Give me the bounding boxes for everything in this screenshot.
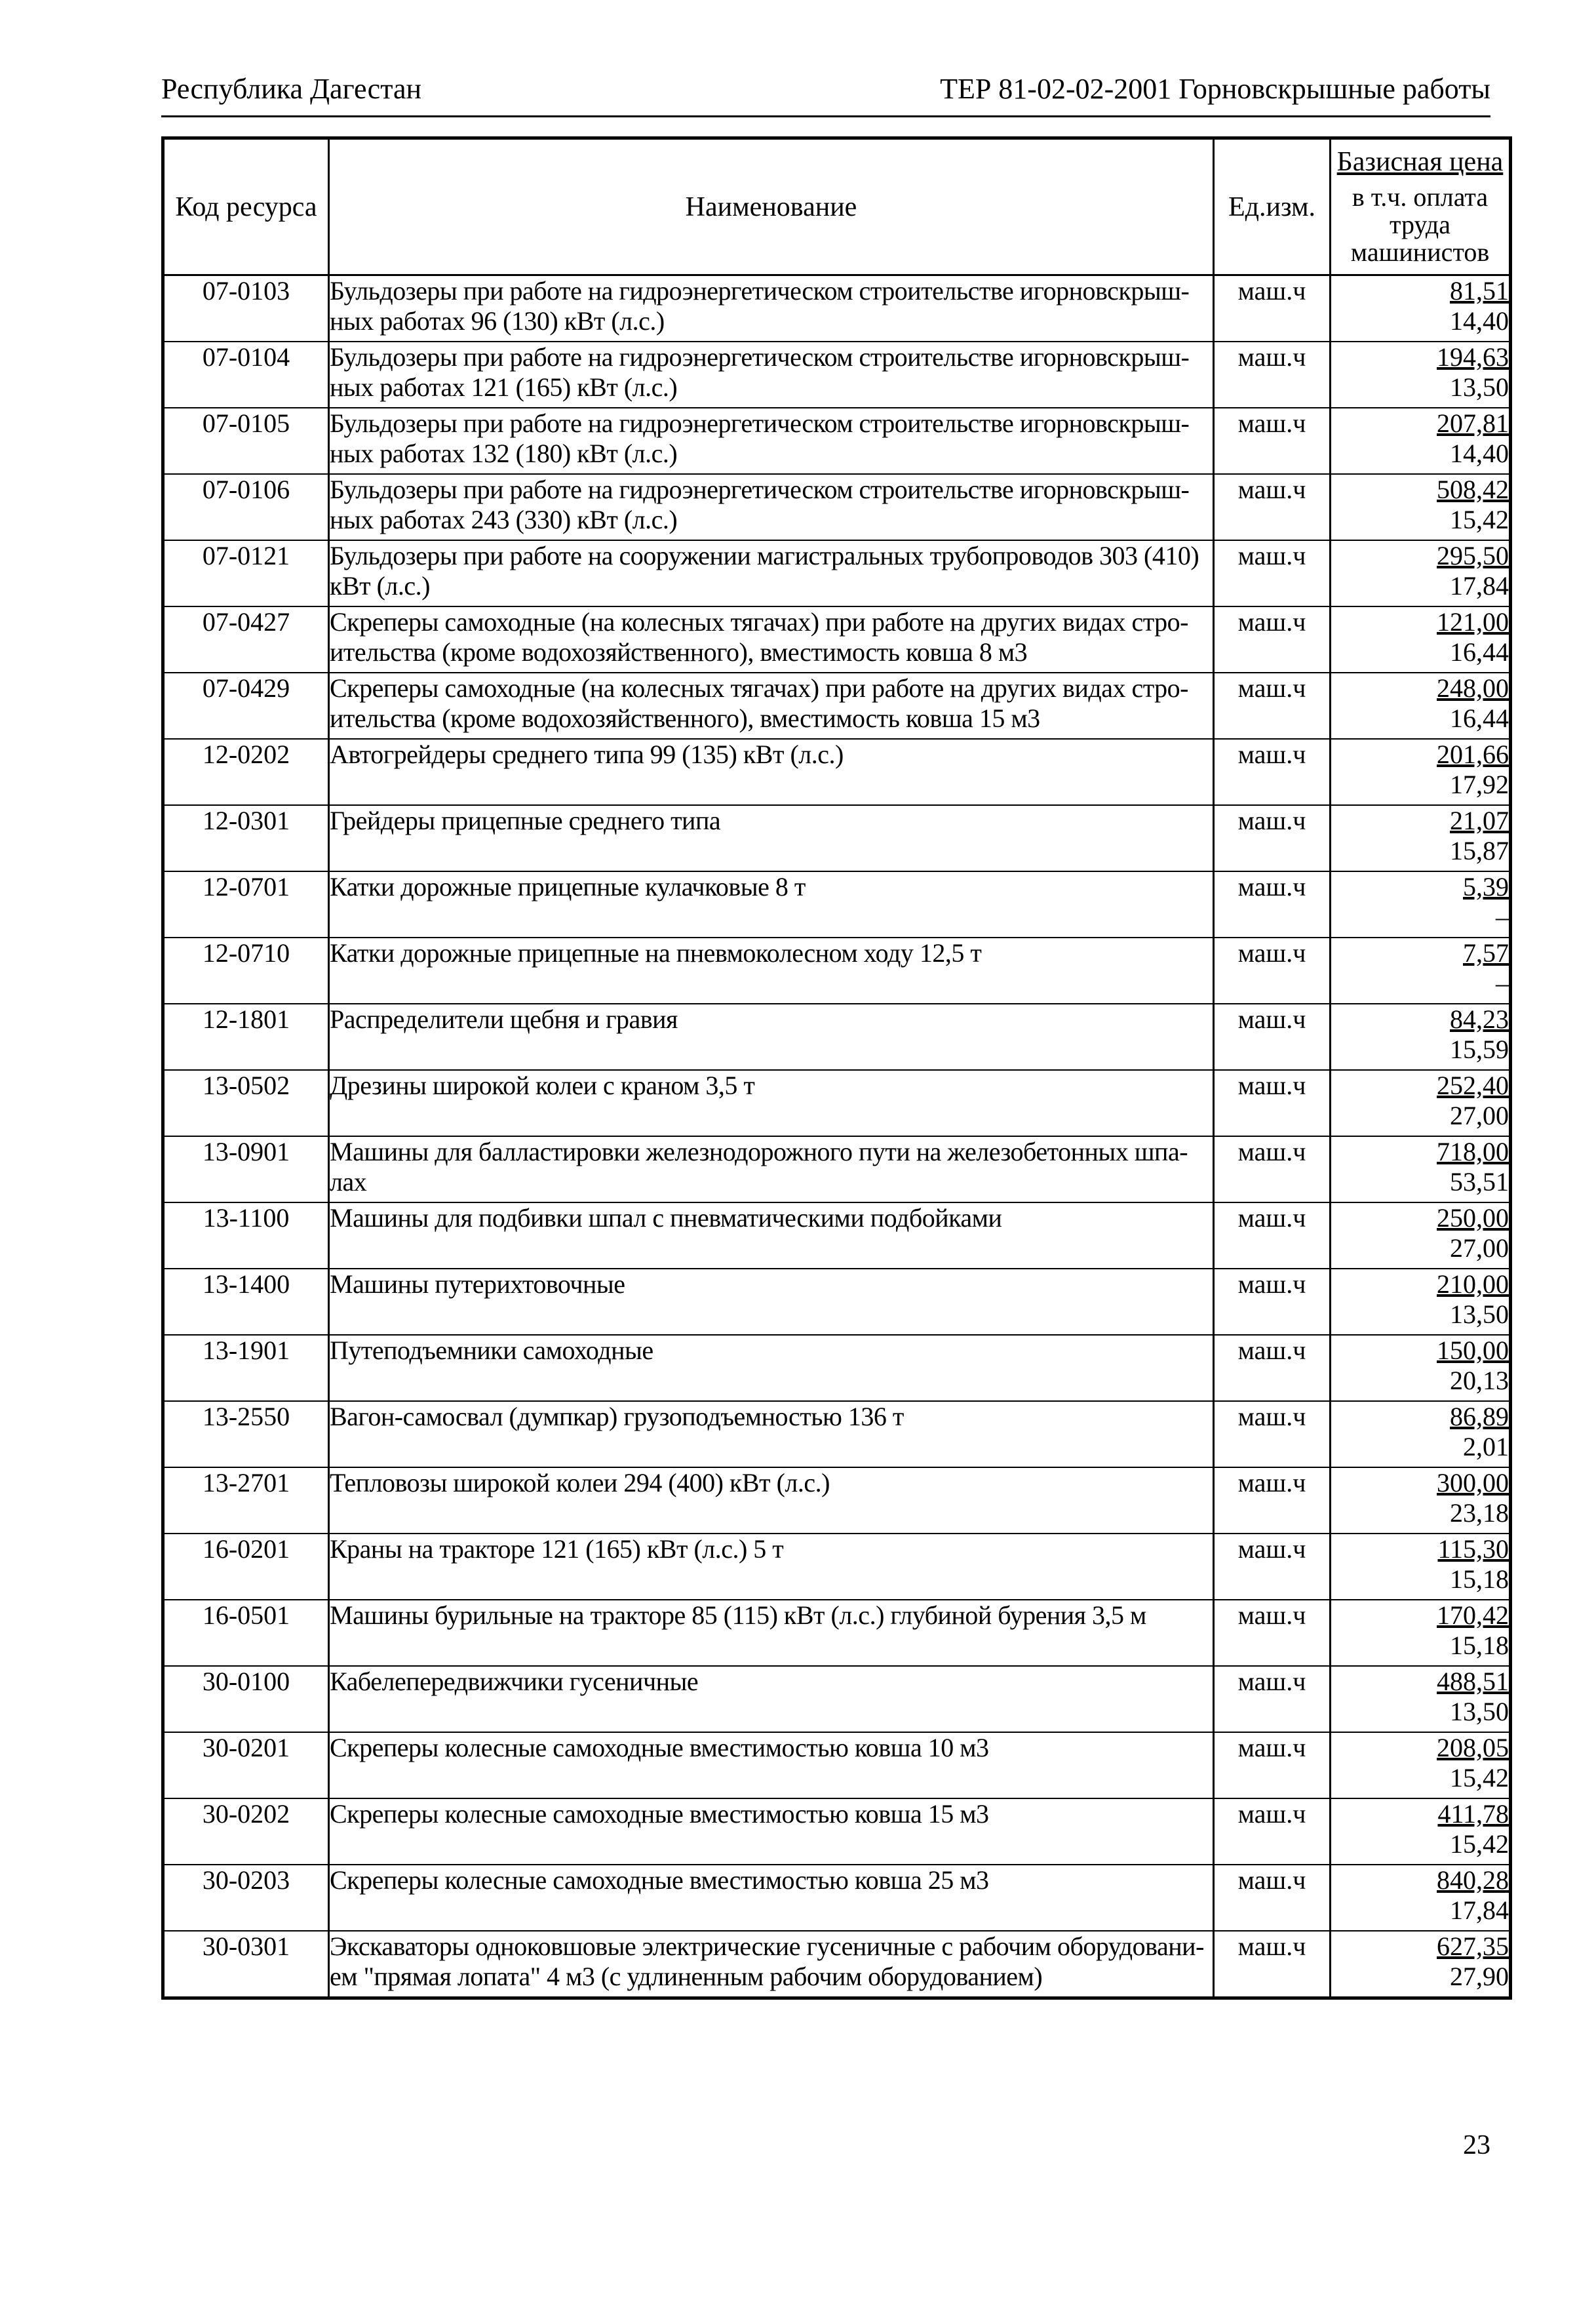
base-price-value: 718,00 xyxy=(1437,1137,1509,1166)
resource-code: 13-1400 xyxy=(163,1269,329,1335)
table-row xyxy=(163,1202,1511,1269)
resource-unit: маш.ч xyxy=(1214,938,1331,1004)
resource-price-cell xyxy=(1331,1467,1511,1534)
resource-name: Скреперы самоходные (на колесных тягачах) при работе на других видах стро-ительства (кроме водохозяйственного), вместимость ковша 8 м3 xyxy=(329,606,1214,673)
page-number: 23 xyxy=(1463,2130,1490,2160)
resource-code: 30-0301 xyxy=(163,1931,329,1998)
document-title-header: ТЕР 81-02-02-2001 Горновскрышные работы xyxy=(940,73,1490,105)
resource-price-cell xyxy=(1331,1534,1511,1600)
base-price-value: 7,57 xyxy=(1463,938,1509,968)
header-divider xyxy=(161,115,1490,117)
wage-value: 16,44 xyxy=(1450,703,1509,733)
resource-name: Бульдозеры при работе на гидроэнергетическом строительстве игорновскрыш-ных работах 96 (130) кВт (л.с.) xyxy=(329,275,1214,342)
table-row xyxy=(163,342,1511,408)
wage-value: 15,42 xyxy=(1450,505,1509,534)
column-header-wage: в т.ч. оплата труда машинистов xyxy=(1350,182,1490,267)
column-header-unit: Ед.изм. xyxy=(1214,138,1331,275)
resource-code: 07-0121 xyxy=(163,540,329,606)
resource-unit: маш.ч xyxy=(1214,342,1331,408)
resource-price-cell xyxy=(1331,606,1511,673)
table-row xyxy=(163,871,1511,938)
wage-value: 20,13 xyxy=(1450,1366,1509,1395)
base-price-value: 508,42 xyxy=(1437,475,1509,504)
wage-value: 17,84 xyxy=(1450,571,1509,601)
table-row xyxy=(163,1931,1511,1998)
base-price-value: 207,81 xyxy=(1437,408,1509,438)
resource-code: 07-0429 xyxy=(163,673,329,739)
table-row xyxy=(163,1136,1511,1202)
resource-price-cell xyxy=(1331,739,1511,805)
table-row xyxy=(163,1732,1511,1798)
table-row xyxy=(163,673,1511,739)
wage-value: 13,50 xyxy=(1450,1299,1509,1329)
base-price-value: 208,05 xyxy=(1437,1733,1509,1762)
resource-name: Кабелепередвижчики гусеничные xyxy=(329,1666,1214,1732)
base-price-value: 411,78 xyxy=(1437,1799,1509,1829)
base-price-value: 840,28 xyxy=(1437,1865,1509,1895)
resource-code: 07-0104 xyxy=(163,342,329,408)
base-price-value: 300,00 xyxy=(1437,1468,1509,1497)
resource-code: 12-1801 xyxy=(163,1004,329,1070)
resource-price-cell xyxy=(1331,871,1511,938)
table-row xyxy=(163,739,1511,805)
resource-price-cell xyxy=(1331,1931,1511,1998)
resource-unit: маш.ч xyxy=(1214,739,1331,805)
resource-name: Краны на тракторе 121 (165) кВт (л.с.) 5 т xyxy=(329,1534,1214,1600)
base-price-value: 170,42 xyxy=(1437,1600,1509,1630)
column-header-base-price: Базисная цена xyxy=(1336,147,1504,178)
resource-price-cell xyxy=(1331,1004,1511,1070)
table-row xyxy=(163,1269,1511,1335)
resource-price-cell xyxy=(1331,1401,1511,1467)
base-price-value: 84,23 xyxy=(1450,1004,1509,1034)
resource-code: 13-2701 xyxy=(163,1467,329,1534)
resource-unit: маш.ч xyxy=(1214,1467,1331,1534)
resource-name: Тепловозы широкой колеи 294 (400) кВт (л.с.) xyxy=(329,1467,1214,1534)
resource-code: 07-0105 xyxy=(163,408,329,474)
table-row xyxy=(163,1070,1511,1136)
resource-name: Бульдозеры при работе на гидроэнергетическом строительстве игорновскрыш-ных работах 121 (165) кВт (л.с.) xyxy=(329,342,1214,408)
wage-value: 16,44 xyxy=(1450,637,1509,667)
base-price-value: 5,39 xyxy=(1463,872,1509,901)
resource-price-cell xyxy=(1331,1798,1511,1865)
resource-price-cell xyxy=(1331,1335,1511,1401)
table-row xyxy=(163,408,1511,474)
resource-name: Скреперы колесные самоходные вместимостью ковша 15 м3 xyxy=(329,1798,1214,1865)
resource-price-cell xyxy=(1331,1865,1511,1931)
resource-name: Распределители щебня и гравия xyxy=(329,1004,1214,1070)
base-price-value: 150,00 xyxy=(1437,1336,1509,1365)
resource-code: 13-1901 xyxy=(163,1335,329,1401)
resource-code: 12-0301 xyxy=(163,805,329,871)
resource-name: Катки дорожные прицепные кулачковые 8 т xyxy=(329,871,1214,938)
wage-value: 23,18 xyxy=(1450,1498,1509,1528)
base-price-value: 210,00 xyxy=(1437,1269,1509,1299)
resource-unit: маш.ч xyxy=(1214,474,1331,540)
column-header-code: Код ресурса xyxy=(163,138,329,275)
wage-value: 14,40 xyxy=(1450,439,1509,468)
wage-value: 13,50 xyxy=(1450,372,1509,402)
resource-price-cell xyxy=(1331,474,1511,540)
resource-price-cell xyxy=(1331,342,1511,408)
base-price-value: 488,51 xyxy=(1437,1667,1509,1696)
resource-price-cell xyxy=(1331,673,1511,739)
resource-price-cell xyxy=(1331,1666,1511,1732)
resource-unit: маш.ч xyxy=(1214,871,1331,938)
resource-unit: маш.ч xyxy=(1214,1732,1331,1798)
table-row xyxy=(163,275,1511,342)
wage-value: 14,40 xyxy=(1450,306,1509,336)
base-price-value: 86,89 xyxy=(1450,1402,1509,1431)
table-header-row xyxy=(163,138,1511,275)
resource-unit: маш.ч xyxy=(1214,408,1331,474)
table-row xyxy=(163,606,1511,673)
base-price-value: 194,63 xyxy=(1437,342,1509,372)
resource-code: 16-0201 xyxy=(163,1534,329,1600)
resource-price-cell xyxy=(1331,1732,1511,1798)
wage-value: 17,84 xyxy=(1450,1895,1509,1925)
resource-unit: маш.ч xyxy=(1214,1931,1331,1998)
table-row xyxy=(163,1467,1511,1534)
resource-price-cell xyxy=(1331,1136,1511,1202)
resource-code: 07-0106 xyxy=(163,474,329,540)
wage-value: 53,51 xyxy=(1450,1167,1509,1197)
base-price-value: 115,30 xyxy=(1437,1534,1509,1564)
resource-code: 30-0202 xyxy=(163,1798,329,1865)
wage-value: 27,00 xyxy=(1450,1233,1509,1263)
wage-value: 27,90 xyxy=(1450,1962,1509,1991)
resource-name: Машины для подбивки шпал с пневматическими подбойками xyxy=(329,1202,1214,1269)
resource-code: 30-0100 xyxy=(163,1666,329,1732)
resource-price-cell xyxy=(1331,275,1511,342)
resource-name: Скреперы колесные самоходные вместимостью ковша 10 м3 xyxy=(329,1732,1214,1798)
resource-unit: маш.ч xyxy=(1214,1865,1331,1931)
table-row xyxy=(163,1401,1511,1467)
resource-price-table xyxy=(161,136,1512,2000)
resource-code: 13-0502 xyxy=(163,1070,329,1136)
resource-unit: маш.ч xyxy=(1214,1534,1331,1600)
resource-unit: маш.ч xyxy=(1214,1798,1331,1865)
resource-code: 12-0202 xyxy=(163,739,329,805)
base-price-value: 627,35 xyxy=(1437,1932,1509,1961)
table-row xyxy=(163,1004,1511,1070)
resource-code: 07-0103 xyxy=(163,275,329,342)
resource-code: 13-2550 xyxy=(163,1401,329,1467)
wage-value: 15,59 xyxy=(1450,1035,1509,1064)
resource-unit: маш.ч xyxy=(1214,1269,1331,1335)
base-price-value: 250,00 xyxy=(1437,1203,1509,1233)
resource-code: 30-0201 xyxy=(163,1732,329,1798)
base-price-value: 81,51 xyxy=(1450,276,1509,306)
table-row xyxy=(163,1666,1511,1732)
resource-unit: маш.ч xyxy=(1214,1666,1331,1732)
resource-name: Машины для балластировки железнодорожного пути на железобетонных шпа-лах xyxy=(329,1136,1214,1202)
resource-name: Экскаваторы одноковшовые электрические гусеничные с рабочим оборудовани-ем "прямая лопата" 4 м3 (с удлиненным рабочим оборудованием) xyxy=(329,1931,1214,1998)
table-row xyxy=(163,1534,1511,1600)
wage-value: 15,42 xyxy=(1450,1763,1509,1793)
document-region-header: Республика Дагестан xyxy=(161,73,422,105)
resource-price-cell xyxy=(1331,1600,1511,1666)
resource-name: Грейдеры прицепные среднего типа xyxy=(329,805,1214,871)
resource-price-cell xyxy=(1331,938,1511,1004)
resource-code: 13-0901 xyxy=(163,1136,329,1202)
base-price-value: 252,40 xyxy=(1437,1071,1509,1100)
resource-unit: маш.ч xyxy=(1214,1401,1331,1467)
base-price-value: 248,00 xyxy=(1437,673,1509,703)
resource-code: 13-1100 xyxy=(163,1202,329,1269)
column-header-name: Наименование xyxy=(329,138,1214,275)
table-row xyxy=(163,1600,1511,1666)
resource-unit: маш.ч xyxy=(1214,540,1331,606)
resource-price-cell xyxy=(1331,1202,1511,1269)
wage-value: 2,01 xyxy=(1463,1432,1509,1461)
resource-unit: маш.ч xyxy=(1214,1004,1331,1070)
resource-code: 16-0501 xyxy=(163,1600,329,1666)
resource-name: Вагон-самосвал (думпкар) грузоподъемностью 136 т xyxy=(329,1401,1214,1467)
base-price-value: 21,07 xyxy=(1450,806,1509,835)
wage-value: – xyxy=(1496,968,1509,998)
resource-price-cell xyxy=(1331,540,1511,606)
table-row xyxy=(163,1865,1511,1931)
resource-unit: маш.ч xyxy=(1214,805,1331,871)
wage-value: – xyxy=(1496,902,1509,932)
table-row xyxy=(163,938,1511,1004)
resource-code: 12-0701 xyxy=(163,871,329,938)
table-row xyxy=(163,1335,1511,1401)
wage-value: 17,92 xyxy=(1450,770,1509,799)
table-row xyxy=(163,1798,1511,1865)
resource-name: Машины путерихтовочные xyxy=(329,1269,1214,1335)
resource-unit: маш.ч xyxy=(1214,275,1331,342)
table-row xyxy=(163,474,1511,540)
resource-price-cell xyxy=(1331,1269,1511,1335)
wage-value: 27,00 xyxy=(1450,1101,1509,1130)
resource-price-cell xyxy=(1331,1070,1511,1136)
resource-price-cell xyxy=(1331,805,1511,871)
resource-unit: маш.ч xyxy=(1214,1335,1331,1401)
resource-unit: маш.ч xyxy=(1214,673,1331,739)
base-price-value: 201,66 xyxy=(1437,740,1509,769)
column-header-price xyxy=(1331,138,1511,275)
table-body xyxy=(163,275,1511,1998)
wage-value: 15,18 xyxy=(1450,1631,1509,1660)
wage-value: 15,42 xyxy=(1450,1829,1509,1859)
resource-unit: маш.ч xyxy=(1214,1070,1331,1136)
resource-name: Дрезины широкой колеи с краном 3,5 т xyxy=(329,1070,1214,1136)
resource-unit: маш.ч xyxy=(1214,1600,1331,1666)
resource-name: Бульдозеры при работе на гидроэнергетическом строительстве игорновскрыш-ных работах 243 (330) кВт (л.с.) xyxy=(329,474,1214,540)
table-row xyxy=(163,540,1511,606)
resource-code: 30-0203 xyxy=(163,1865,329,1931)
wage-value: 15,18 xyxy=(1450,1564,1509,1594)
resource-name: Бульдозеры при работе на гидроэнергетическом строительстве игорновскрыш-ных работах 132 (180) кВт (л.с.) xyxy=(329,408,1214,474)
resource-price-cell xyxy=(1331,408,1511,474)
resource-name: Скреперы самоходные (на колесных тягачах) при работе на других видах стро-ительства (кроме водохозяйственного), вместимость ковша 15 м3 xyxy=(329,673,1214,739)
base-price-value: 295,50 xyxy=(1437,541,1509,570)
resource-name: Катки дорожные прицепные на пневмоколесном ходу 12,5 т xyxy=(329,938,1214,1004)
resource-code: 12-0710 xyxy=(163,938,329,1004)
resource-name: Машины бурильные на тракторе 85 (115) кВт (л.с.) глубиной бурения 3,5 м xyxy=(329,1600,1214,1666)
resource-unit: маш.ч xyxy=(1214,1136,1331,1202)
wage-value: 13,50 xyxy=(1450,1697,1509,1726)
resource-name: Скреперы колесные самоходные вместимостью ковша 25 м3 xyxy=(329,1865,1214,1931)
resource-unit: маш.ч xyxy=(1214,606,1331,673)
resource-unit: маш.ч xyxy=(1214,1202,1331,1269)
resource-name: Бульдозеры при работе на сооружении магистральных трубопроводов 303 (410) кВт (л.с.) xyxy=(329,540,1214,606)
resource-code: 07-0427 xyxy=(163,606,329,673)
resource-name: Путеподъемники самоходные xyxy=(329,1335,1214,1401)
table-row xyxy=(163,805,1511,871)
wage-value: 15,87 xyxy=(1450,836,1509,865)
base-price-value: 121,00 xyxy=(1437,607,1509,637)
resource-name: Автогрейдеры среднего типа 99 (135) кВт (л.с.) xyxy=(329,739,1214,805)
